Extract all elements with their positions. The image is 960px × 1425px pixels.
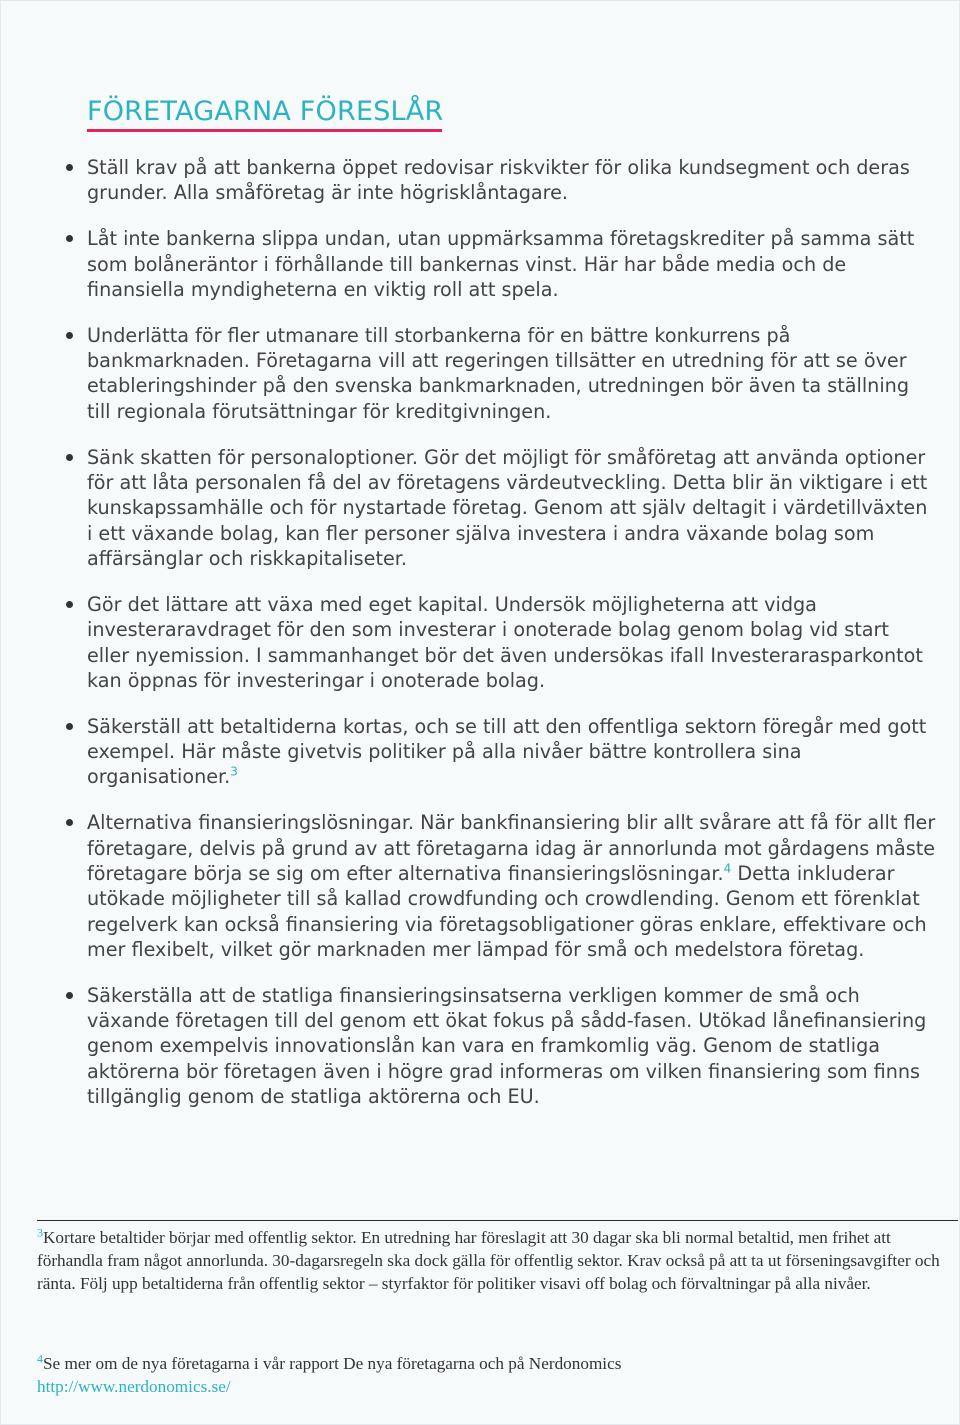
footnote-text: Kortare betaltider börjar med offentlig sektor. En utredning har föreslagit att 30 dagar ska bli normal betaltid, men frihet att förhandla fram något annorlunda. 30-dagarsregeln ska dock gälla för offentlig sektor. Krav också på att ta ut förseningsavgifter och ränta. Följ upp betaltiderna från offentlig sektor – styrfaktor för politiker visavi off bolag och förvaltningar på alla nivåer. — [37, 1228, 940, 1293]
bullet-icon — [66, 164, 73, 171]
bullet-icon — [66, 601, 73, 608]
proposal-text: Låt inte bankerna slippa undan, utan uppmärksamma företagskrediter på samma sätt som bolåneräntor i förhållande till bankernas vinst. Här har både media och de finansiella myndigheterna en viktig roll att spela. — [87, 227, 915, 301]
bullet-icon — [66, 332, 73, 339]
proposal-item — [87, 323, 937, 424]
proposal-text: Underlätta för fler utmanare till storbankerna för en bättre konkurrens på bankmarknaden. Företagarna vill att regeringen tillsätter en utredning för att se över etableringshinder på den svenska bankmarknaden, utredningen bör även ta ställning till regionala förutsättningar för kreditgivningen. — [87, 323, 909, 423]
footnote-3 — [37, 1226, 947, 1295]
proposal-item — [87, 983, 937, 1109]
bullet-icon — [66, 723, 73, 730]
footnote-text: Se mer om de nya företagarna i vår rapport De nya företagarna och på Nerdonomics — [43, 1354, 622, 1373]
nerdonomics-link[interactable]: http://www.nerdonomics.se/ — [37, 1377, 231, 1396]
bullet-icon — [66, 454, 73, 461]
heading-underline — [87, 129, 442, 132]
footnote-reference[interactable]: 3 — [230, 764, 238, 779]
proposal-item — [87, 155, 937, 206]
proposal-item — [87, 714, 937, 790]
footnote-reference[interactable]: 4 — [723, 861, 732, 876]
proposal-text-continued: Detta inkluderar utökade möjligheter till så kallad crowdfunding och crowdlending. Genom ett förenklat regelverk kan också finansiering via företagsobligationer göras enklare, effektivare och mer flexibelt, vilket gör marknaden mer lämpad för små och medelstora företag. — [87, 861, 927, 961]
proposal-text: Säkerställ att betaltiderna kortas, och se till att den offentliga sektorn föregår med gott exempel. Här måste givetvis politiker på alla nivåer bättre kontrollera sina organisationer. — [87, 714, 927, 789]
proposal-text: Sänk skatten för personaloptioner. Gör det möjligt för småföretag att använda optioner för att låta personalen få del av företagens värdeutveckling. Detta blir än viktigare i ett kunskapssamhälle och för nystartade företag. Genom att själv deltagit i värdetillväxten i ett växande bolag, kan fler personer själva investera i andra växande bolag som affärsänglar och riskkapitaliseter. — [87, 445, 928, 570]
footnote-4 — [37, 1352, 947, 1398]
section-heading: FÖRETAGARNA FÖRESLÅR — [87, 96, 444, 127]
proposal-item — [87, 445, 937, 571]
proposal-text: Gör det lättare att växa med eget kapital. Undersök möjligheterna att vidga investeraravdraget för den som investerar i onoterade bolag genom bolag vid start eller nyemission. I sammanhanget bör det även undersökas ifall Investerarasparkontot kan öppnas för investeringar i onoterade bolag. — [87, 592, 923, 692]
proposal-text: Ställ krav på att bankerna öppet redovisar riskvikter för olika kundsegment och deras grunder. Alla småföretag är inte högrisklåntagare. — [87, 156, 910, 205]
proposal-text: Alternativa finansieringslösningar. När bankfinansiering blir allt svårare att få för allt fler företagare, delvis på grund av att företagarna idag är annorlunda mot gårdagens måste företagare börja se sig om efter alternativa finansieringslösningar. — [87, 811, 936, 885]
proposal-item — [87, 226, 937, 302]
bullet-icon — [66, 992, 73, 999]
footnote-divider — [37, 1220, 958, 1221]
proposal-text: Säkerställa att de statliga finansieringsinsatserna verkligen kommer de små och växande företagen till del genom ett ökat fokus på sådd-fasen. Utökad lånefinansiering genom exempelvis innovationslån kan vara en framkomlig väg. Genom de statliga aktörerna bör företagen även i högre grad informeras om vilken finansiering som finns tillgänglig genom de statliga aktörerna och EU. — [87, 983, 927, 1109]
proposal-list — [87, 155, 937, 1130]
proposal-item — [87, 810, 937, 962]
footnote-number: 4 — [37, 1351, 43, 1366]
proposal-item — [87, 592, 937, 693]
footnote-number: 3 — [37, 1225, 43, 1240]
